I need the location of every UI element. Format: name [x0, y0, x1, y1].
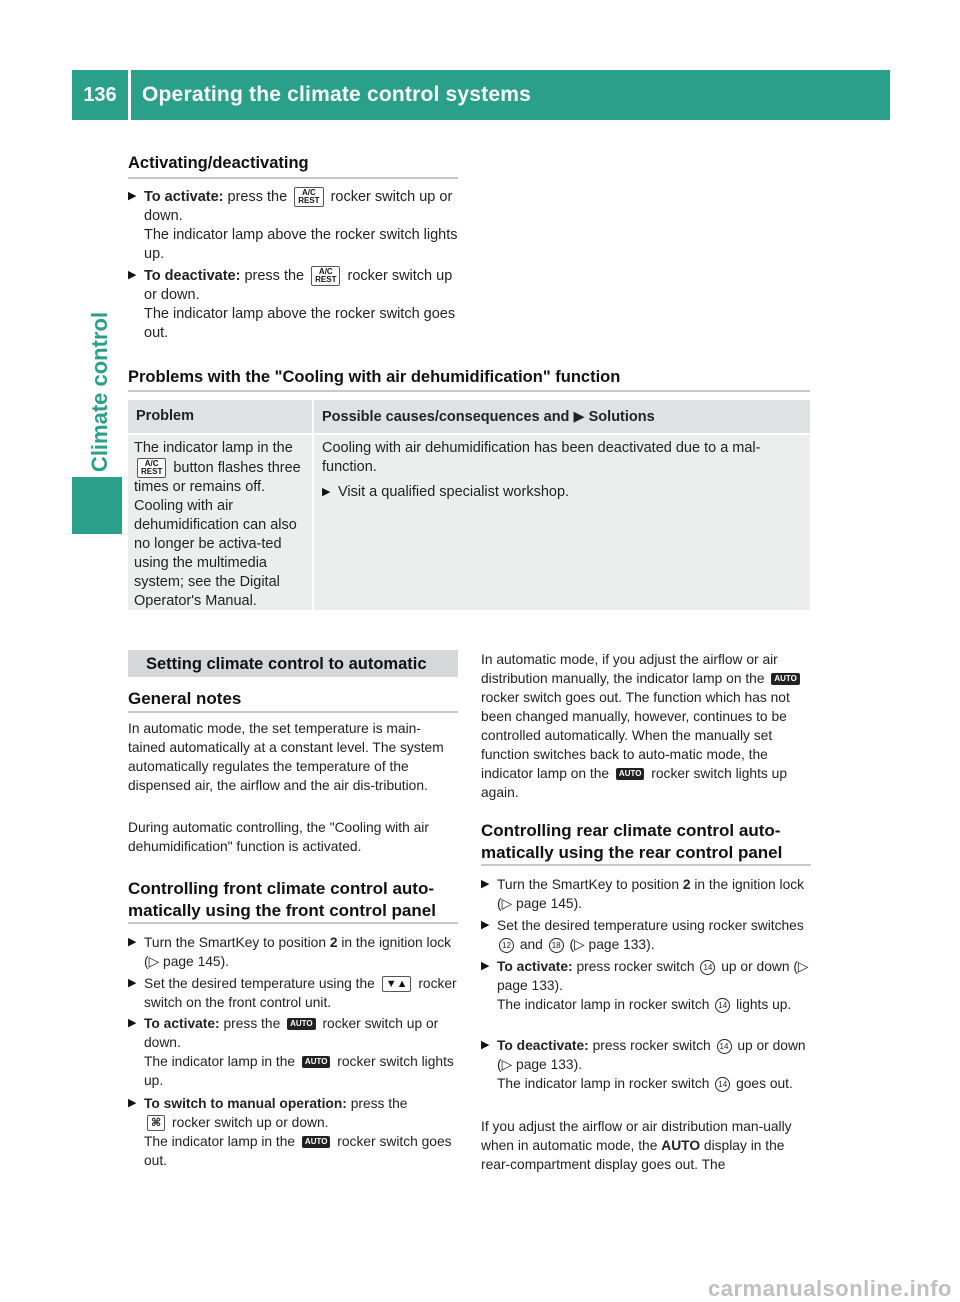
section-rule [481, 864, 811, 866]
rear-step-4: ▶ To deactivate: press rocker switch 14 up or down (▷ page 133). The indicator lamp in rocker switch 14 goes out. [481, 1038, 806, 1091]
step-arrow-icon: ▶ [128, 1097, 137, 1109]
ac-rest-key-icon: A/C REST [294, 187, 323, 207]
front-step-1: ▶ Turn the SmartKey to position 2 in the ignition lock (▷ page 145). [128, 935, 452, 969]
temperature-key-icon: ▼▲ [382, 976, 412, 992]
activate-text: press the [223, 188, 292, 205]
rocker-switch-14-icon: 14 [700, 960, 715, 975]
section-banner [128, 650, 458, 677]
step-arrow-icon: ▶ [481, 960, 490, 972]
front-step-4: ▶ To switch to manual operation: press the ⌘ rocker switch up or down. The indicator lamp in the AUTO rocker switch goes out. [128, 1096, 452, 1168]
auto-key-icon: AUTO [302, 1136, 331, 1148]
solution-arrow-icon: ▶ [573, 409, 585, 425]
general-notes-heading: General notes [128, 689, 242, 708]
rear-step-3: ▶ To activate: press rocker switch 14 up or down (▷ page 133). The indicator lamp in rocker switch 14 lights up. [481, 959, 809, 1012]
activate-step [128, 187, 460, 264]
side-tab-label: Climate control [87, 311, 112, 473]
problems-heading: Problems with the "Cooling with air dehumidification" function [128, 368, 621, 386]
section-rule [128, 390, 810, 392]
deactivate-step [128, 266, 460, 343]
step-arrow-icon: ▶ [128, 977, 137, 989]
header-divider [128, 70, 131, 120]
front-heading: Controlling front climate control auto- matically using the front control panel [128, 879, 436, 920]
column-header-label: Problem [136, 408, 195, 424]
step-arrow-icon: ▶ [481, 1039, 490, 1051]
fan-key-icon: ⌘ [147, 1115, 165, 1131]
rear-final-paragraph: If you adjust the airflow or air distribution man-ually when in automatic mode, the AUTO display in the rear-compartment display goes out. The [481, 1119, 792, 1172]
table-header-problem [128, 400, 312, 433]
step-arrow-icon: ▶ [481, 919, 490, 931]
auto-key-icon: AUTO [287, 1018, 316, 1030]
activate-note: The indicator lamp above the rocker switch lights up. [144, 227, 458, 262]
problem-text: The indicator lamp in the A/C REST button flashes three times or remains off. Cooling with air dehumidification can also no longer be activa-ted using the multimedia system; see the Digital Operator's Manual. [134, 440, 301, 609]
solution-text: Visit a qualified specialist workshop. [338, 484, 570, 500]
deactivate-note: The indicator lamp above the rocker switch goes out. [144, 306, 456, 341]
step-arrow-icon: ▶ [322, 486, 331, 498]
cause-text: Cooling with air dehumidification has been deactivated due to a mal-function. [322, 440, 761, 475]
table-header-causes [314, 400, 810, 433]
section-banner-title: Setting climate control to automatic [146, 655, 427, 673]
rear-heading: Controlling rear climate control auto- matically using the rear control panel [481, 821, 783, 862]
deactivate-label: To deactivate: [144, 267, 241, 284]
step-arrow-icon: ▶ [481, 878, 490, 890]
step-arrow-icon: ▶ [128, 190, 137, 202]
rocker-switch-14-icon: 14 [715, 1077, 730, 1092]
step-arrow-icon: ▶ [128, 936, 137, 948]
auto-mode-paragraph: In automatic mode, if you adjust the airflow or air distribution manually, the indicator lamp on the AUTO rocker switch goes out. The function which has not been changed manually, however, continues to be controlled automatically. When the manually set function switches back to auto-matic mode, the indicator lamp on the AUTO rocker switch lights up again. [481, 650, 811, 802]
step-arrow-icon: ▶ [128, 1017, 137, 1029]
rocker-switch-14-icon: 14 [717, 1039, 732, 1054]
activate-text2: rocker switch up or down. [144, 188, 453, 224]
page-header [72, 70, 890, 120]
activating-heading: Activating/deactivating [128, 154, 309, 172]
side-tab-block [72, 477, 122, 534]
watermark: carmanualsonline.info [708, 1276, 952, 1301]
rear-step-2: ▶ Set the desired temperature using rocker switches 12 and 18 (▷ page 133). [481, 918, 804, 952]
section-rule [128, 177, 458, 179]
chapter-title: Operating the climate control systems [142, 83, 532, 106]
rocker-switch-12-icon: 12 [499, 938, 514, 953]
table-cell-causes [314, 435, 810, 610]
page-number: 136 [83, 84, 117, 106]
rear-step-1: ▶ Turn the SmartKey to position 2 in the ignition lock (▷ page 145). [481, 877, 805, 911]
deactivate-text: press the [240, 267, 309, 284]
front-step-3: ▶ To activate: press the AUTO rocker switch up or down. The indicator lamp in the AUTO rocker switch lights up. [128, 1016, 454, 1088]
ac-rest-key-icon: A/C REST [137, 458, 166, 478]
ac-rest-key-icon: A/C REST [311, 266, 340, 286]
step-arrow-icon: ▶ [128, 269, 137, 281]
column-header-label: Possible causes/consequences and ▶ Solutions [322, 409, 655, 425]
auto-key-icon: AUTO [771, 673, 800, 685]
auto-key-icon: AUTO [302, 1056, 331, 1068]
deactivate-text2: rocker switch up or down. [144, 267, 453, 303]
general-notes-p1: In automatic mode, the set temperature is main-tained automatically at a constant level. The system automatically regulates the temperature of the dispensed air, the airflow and the air dis-tribution. [128, 721, 444, 793]
table-cell-problem [128, 435, 312, 610]
auto-key-icon: AUTO [616, 768, 645, 780]
front-step-2: ▶ Set the desired temperature using the ▼▲ rocker switch on the front control unit. [128, 976, 457, 1010]
section-rule [128, 922, 458, 924]
rocker-switch-18-icon: 18 [549, 938, 564, 953]
section-rule [128, 711, 458, 713]
activate-label: To activate: [144, 188, 224, 205]
general-notes-p2: During automatic controlling, the "Cooling with air dehumidification" function is activated. [128, 820, 429, 854]
solution-step [322, 483, 802, 502]
rocker-switch-14-icon: 14 [715, 998, 730, 1013]
